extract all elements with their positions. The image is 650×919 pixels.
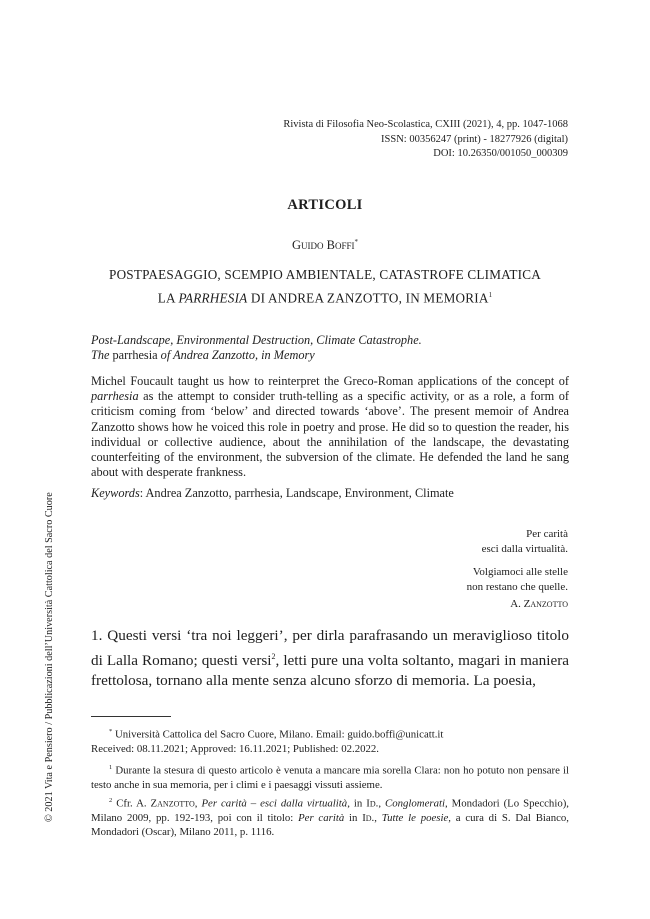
epigraph-stanza-1 — [467, 527, 568, 557]
english-title-line-1: Post-Landscape, Environmental Destruction, Climate Catastrophe. — [91, 333, 422, 347]
epigraph-line: Volgiamoci alle stelle — [472, 566, 568, 578]
epigraph-line: esci dalla virtualità. — [481, 543, 568, 555]
abstract-parrhesia: parrhesia — [91, 389, 139, 404]
section-title: ARTICOLI — [287, 197, 363, 213]
english-title-parrhesia: parrhesia — [112, 348, 158, 362]
journal-masthead — [283, 118, 568, 162]
abstract-text-1: Michel Foucault taught us how to reinterpret the Greco-Roman applications of the concept of — [91, 374, 569, 388]
epigraph-line: non restano che quelle. — [466, 581, 568, 593]
english-title-line-2-end: of Andrea Zanzotto, in Memory — [157, 348, 315, 362]
english-title — [91, 333, 571, 363]
author-name: Guido Boffi — [292, 238, 355, 253]
english-title-line-2-start: The — [91, 348, 113, 362]
keywords — [91, 486, 569, 501]
keywords-label: Keywords — [91, 486, 140, 500]
english-title-line-2 — [91, 348, 571, 363]
footnote-2 — [91, 794, 569, 839]
footnote-2-title: Conglomerati — [385, 797, 445, 810]
article-title — [0, 265, 650, 308]
title-footnote-mark: 1 — [488, 291, 493, 299]
footnote-2-text: , — [378, 797, 385, 810]
footnote-2-text: , — [374, 811, 382, 824]
footnote-2-text: , — [194, 797, 202, 810]
abstract — [91, 374, 569, 480]
footnote-2-text: , in — [347, 797, 367, 810]
body-footnote-mark: 2 — [271, 651, 276, 661]
title-parrhesia: PARRHESIA — [178, 290, 248, 306]
journal-issn: ISSN: 00356247 (print) - 18277926 (digital) — [381, 133, 568, 145]
footnote-2-text: , Mondadori (Lo Specchio), Milano 2009, pp. 192-193, poi con il titolo: — [91, 797, 570, 824]
footnotes — [91, 725, 569, 841]
footnote-2-ibid: Id. — [362, 811, 375, 824]
footnote-2-title: Per carità — [298, 811, 345, 824]
article-doi: DOI: 10.26350/001050_000309 — [433, 148, 568, 159]
footnote-affiliation — [91, 725, 569, 756]
title-line-2 — [0, 285, 650, 308]
epigraph-stanza-2 — [467, 565, 568, 595]
footnote-mark: 2 — [109, 797, 113, 804]
footnote-2-text: , a cura di S. Dal Bianco, Mondadori (Oscar), Milano 2011, p. 1116. — [91, 811, 569, 838]
author-footnote-mark: * — [354, 238, 358, 246]
footnote-2-title: Tutte le poesie — [381, 811, 449, 824]
footnote-2-author: Zanzotto — [150, 797, 195, 810]
author-line — [0, 238, 650, 253]
abstract-text-2: as the attempt to consider truth-telling as a specific activity, or as a role, a form of criticism coming from ‘below’ and directed towards ‘above’. The present memoir of Andrea Zanzotto shows how he voiced this role in poetry and prose. He did so to question the reader, his individual or collective audience, about the annihilation of the landscape, the devastating counterfeiting of the environment, the subversion of the climate. He defended the land he sang about with desperate frankness. — [91, 389, 569, 480]
footnote-affiliation-text: Università Cattolica del Sacro Cuore, Milano. Email: guido.boffi@unicatt.it — [112, 728, 444, 741]
body-text-1: 1. Questi versi ‘tra noi leggeri’, per dirla parafrasando un meraviglioso titolo di Lalla Romano; questi versi — [91, 627, 569, 669]
footnote-separator — [91, 716, 171, 717]
epigraph-line: Per carità — [526, 528, 568, 540]
journal-citation: Rivista di Filosofia Neo-Scolastica, CXIII (2021), 4, pp. 1047-1068 — [283, 119, 568, 130]
footnote-2-ibid: Id. — [366, 797, 379, 810]
body-text-2: , letti pure una volta soltanto, magari in maniera frettolosa, tornano alla mente senza alcuno sforzo di memoria. La poesia, — [91, 651, 569, 690]
footnote-2-text: in — [344, 811, 363, 824]
footnote-2-title: Per carità – esci dalla virtualità — [201, 797, 348, 810]
footnote-1-text: Durante la stesura di questo articolo è venuta a mancare mia sorella Clara: non ho potuto non pensare il testo anche in sua memoria, per i climi e i paesaggi vissuti assieme. — [91, 764, 569, 791]
epigraph — [467, 527, 568, 612]
footnote-1 — [91, 761, 569, 792]
title-line-2-start: LA — [157, 290, 179, 306]
epigraph-signature: A. Zanzotto — [510, 598, 568, 610]
footnote-mark: 1 — [109, 764, 113, 771]
footnote-mark: * — [109, 728, 113, 735]
title-line-1: POSTPAESAGGIO, SCEMPIO AMBIENTALE, CATASTROFE CLIMATICA — [109, 267, 541, 282]
footnote-dates: Received: 08.11.2021; Approved: 16.11.2021; Published: 02.2022. — [91, 742, 379, 755]
footnote-2-text: Cfr. A. — [112, 797, 151, 810]
body-paragraph — [91, 626, 569, 692]
title-line-2-end: DI ANDREA ZANZOTTO, IN MEMORIA — [247, 290, 489, 306]
keywords-list: : Andrea Zanzotto, parrhesia, Landscape, Environment, Climate — [139, 486, 454, 500]
copyright-sidebar: © 2021 Vita e Pensiero / Pubblicazioni dell’Università Cattolica del Sacro Cuore — [44, 492, 55, 822]
